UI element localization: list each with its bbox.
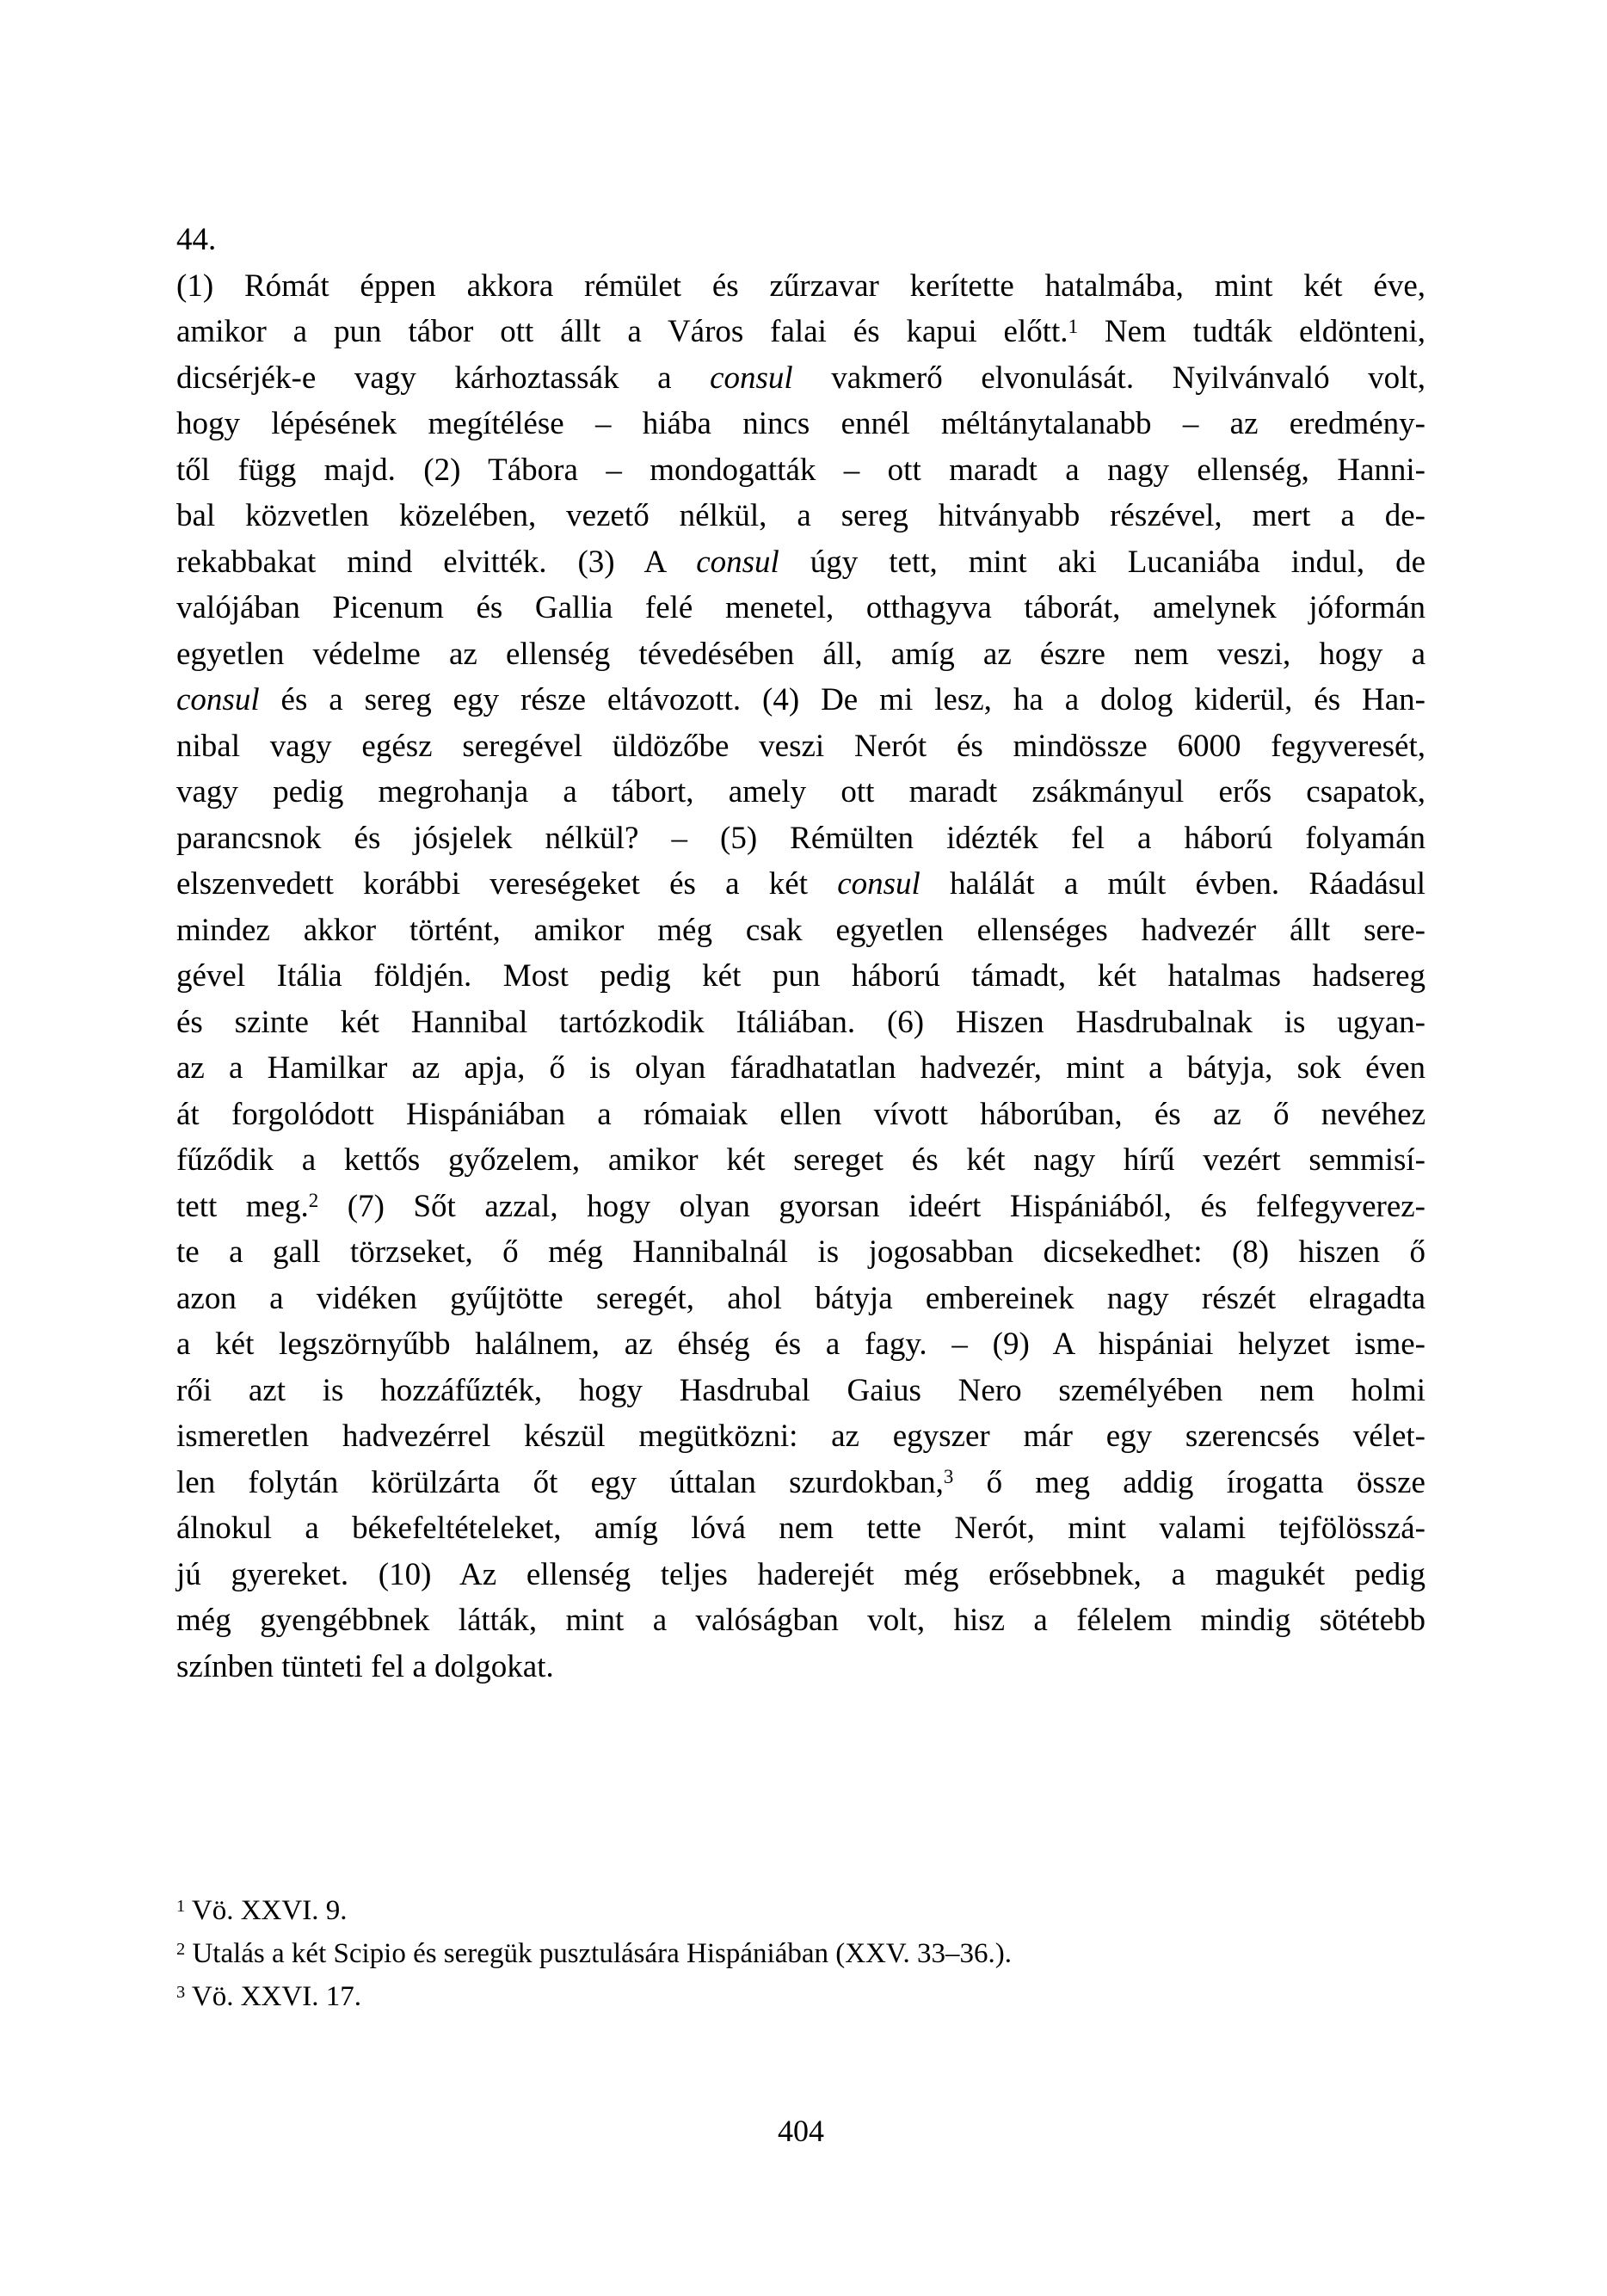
body-line	[176, 723, 1425, 770]
footnotes	[176, 1889, 1425, 2018]
footnote-marker: 2	[176, 1939, 186, 1959]
text-segment: és szinte két Hannibal tartózkodik Itáliában. (6) Hiszen Hasdrubalnak is ugyan-	[176, 1004, 1425, 1040]
text-segment: még gyengébbnek látták, mint a valóságban volt, hisz a félelem mindig sötétebb	[176, 1603, 1425, 1638]
body-line	[176, 1276, 1425, 1322]
text-segment: jú gyereket. (10) Az ellenség teljes haderejét még erősebbnek, a magukét pedig	[176, 1556, 1425, 1592]
text-segment: len folytán körülzárta őt egy úttalan szurdokban,	[176, 1464, 944, 1500]
body-line	[176, 585, 1425, 631]
footnote-text: Vö. XXVI. 9.	[185, 1895, 348, 1926]
body-line	[176, 1460, 1425, 1506]
footnote	[176, 1975, 1425, 2018]
footnote	[176, 1932, 1425, 1975]
text-segment: valójában Picenum és Gallia felé menetel, otthagyva táborát, amelynek jóformán	[176, 590, 1425, 625]
body-line	[176, 769, 1425, 816]
body-line	[176, 1597, 1425, 1644]
body-line	[176, 1413, 1425, 1460]
text-segment: ő meg addig írogatta össze	[953, 1464, 1425, 1500]
body-line	[176, 1321, 1425, 1368]
text-segment: te a gall törzseket, ő még Hannibalnál is jogosabban dicsekedhet: (8) hiszen ő	[176, 1234, 1425, 1270]
body-line	[176, 355, 1425, 402]
body-line	[176, 309, 1425, 355]
section-number: 44.	[176, 222, 217, 257]
text-segment: nibal vagy egész seregével üldözőbe veszi Nerót és mindössze 6000 fegyveresét,	[176, 728, 1425, 764]
text-segment: dicsérjék-e vagy kárhoztassák a	[176, 360, 711, 396]
body-line	[176, 677, 1425, 723]
text-segment: consul	[837, 866, 920, 902]
text-segment: (1) Rómát éppen akkora rémület és zűrzavar kerítette hatalmába, mint két éve,	[176, 268, 1425, 304]
text-segment: vagy pedig megrohanja a tábort, amely ott maradt zsákmányul erős csapatok,	[176, 774, 1425, 809]
footnote	[176, 1889, 1425, 1932]
body-line	[176, 631, 1425, 678]
text-segment: gével Itália földjén. Most pedig két pun háború támadt, két hatalmas hadsereg	[176, 958, 1425, 994]
body-line	[176, 493, 1425, 539]
text-segment: amikor a pun tábor ott állt a Város falai és kapui előtt.	[176, 314, 1068, 349]
text-segment: bal közvetlen közelében, vezető nélkül, a sereg hitványabb részével, mert a de-	[176, 498, 1425, 533]
text-segment: parancsnok és jósjelek nélkül? – (5) Rémülten idézték fel a háború folyamán	[176, 820, 1425, 856]
footnote-marker: 1	[1068, 315, 1079, 337]
text-segment: consul	[696, 544, 779, 580]
text-segment: azon a vidéken gyűjtötte seregét, ahol bátyja embereinek nagy részét elragadta	[176, 1280, 1425, 1316]
text-segment: ismeretlen hadvezérrel készül megütközni: az egyszer már egy szerencsés vélet-	[176, 1419, 1425, 1454]
footnote-marker: 3	[176, 1982, 186, 2002]
text-segment: elszenvedett korábbi vereségeket és a két	[176, 866, 838, 902]
body-line	[176, 1000, 1425, 1046]
text-segment: mindez akkor történt, amikor még csak egyetlen ellenséges hadvezér állt sere-	[176, 912, 1425, 948]
text-block	[176, 217, 1425, 1690]
text-segment: rekabbakat mind elvitték. (3) A	[176, 544, 697, 580]
body-line	[176, 908, 1425, 954]
text-segment: tett meg.	[176, 1188, 309, 1224]
body-line	[176, 861, 1425, 908]
body-line	[176, 816, 1425, 862]
body-line	[176, 263, 1425, 310]
footnote-marker: 1	[176, 1896, 186, 1916]
text-segment: vakmerő elvonulását. Nyilvánvaló volt,	[792, 360, 1425, 396]
footnote-text: Vö. XXVI. 17.	[185, 1981, 361, 2012]
footnote-text: Utalás a két Scipio és seregük pusztulására Hispániában (XXV. 33–36.).	[185, 1938, 1012, 1969]
body-line	[176, 539, 1425, 586]
text-segment: (7) Sőt azzal, hogy olyan gyorsan ideért Hispániából, és felfegyverez-	[318, 1188, 1426, 1224]
text-segment: től függ majd. (2) Tábora – mondogatták – ott maradt a nagy ellenség, Hanni-	[176, 452, 1425, 488]
text-segment: hogy lépésének megítélése – hiába nincs ennél méltánytalanabb – az eredmény-	[176, 406, 1425, 441]
body-line	[176, 1184, 1425, 1230]
text-segment: úgy tett, mint aki Lucaniába indul, de	[779, 544, 1426, 580]
body-line	[176, 1137, 1425, 1184]
body-line	[176, 1229, 1425, 1276]
footnote-marker: 3	[943, 1466, 954, 1488]
text-segment: egyetlen védelme az ellenség tévedésében áll, amíg az észre nem veszi, hogy a	[176, 636, 1425, 672]
footnote-marker: 2	[308, 1190, 319, 1212]
text-segment: consul	[176, 682, 260, 717]
text-segment: álnokul a békefeltételeket, amíg lóvá nem tette Nerót, mint valami tejfölösszá-	[176, 1511, 1425, 1546]
body-line	[176, 953, 1425, 1000]
body-line	[176, 401, 1425, 447]
text-segment: consul	[710, 360, 793, 396]
body-line	[176, 447, 1425, 494]
body-line	[176, 1045, 1425, 1092]
text-segment: rői azt is hozzáfűzték, hogy Hasdrubal Gaius Nero személyében nem holmi	[176, 1372, 1425, 1408]
body-line	[176, 1092, 1425, 1138]
text-segment: fűződik a kettős győzelem, amikor két sereget és két nagy hírű vezért semmisí-	[176, 1142, 1425, 1178]
body-line	[176, 1552, 1425, 1598]
text-segment: és a sereg egy része eltávozott. (4) De mi lesz, ha a dolog kiderül, és Han-	[259, 682, 1425, 717]
text-segment: Nem tudták eldönteni,	[1078, 314, 1425, 349]
body-paragraph	[176, 263, 1425, 1690]
text-segment: az a Hamilkar az apja, ő is olyan fáradhatatlan hadvezér, mint a bátyja, sok éven	[176, 1050, 1425, 1086]
text-segment: át forgolódott Hispániában a rómaiak ellen vívott háborúban, és az ő nevéhez	[176, 1096, 1425, 1132]
body-line	[176, 1368, 1425, 1414]
body-line	[176, 1505, 1425, 1552]
page-number: 404	[778, 2114, 824, 2148]
text-segment: a két legszörnyűbb halálnem, az éhség és a fagy. – (9) A hispániai helyzet isme-	[176, 1327, 1425, 1362]
body-line	[176, 1644, 1425, 1690]
text-segment: halálát a múlt évben. Ráadásul	[920, 866, 1425, 902]
text-segment: színben tünteti fel a dolgokat.	[176, 1648, 554, 1684]
